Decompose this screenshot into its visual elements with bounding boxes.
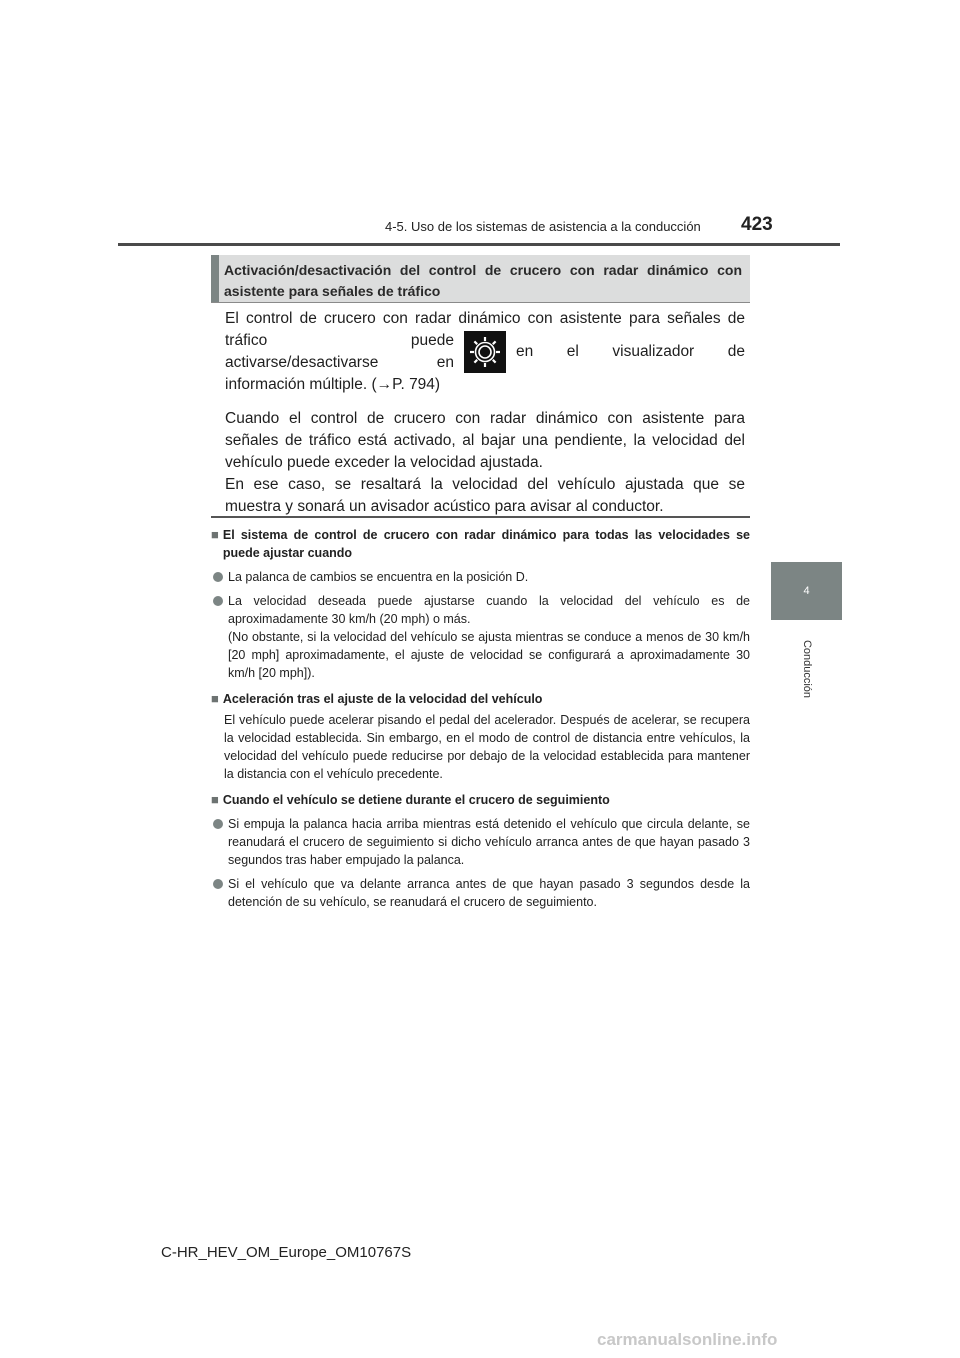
note-3-bullet-1-text: Si empuja la palanca hacia arriba mientras está detenido el vehículo que circula delante, se reanudará el crucero de seguimiento si dicho vehículo arranca antes de que hayan pasado 3 segundos tras haber empujado la palanca. — [228, 817, 750, 867]
header-section-path: 4-5. Uso de los sistemas de asistencia a la conducción — [385, 219, 701, 234]
page-number: 423 — [741, 214, 773, 235]
note-1-bullet-1-text: La palanca de cambios se encuentra en la posición D. — [228, 570, 529, 584]
round-bullet-icon — [213, 572, 223, 582]
footer-doc-id: C-HR_HEV_OM_Europe_OM10767S — [161, 1244, 412, 1261]
intro-line-2-after: en el visualizador de — [516, 343, 745, 360]
note-heading-2 — [211, 690, 750, 708]
watermark-text: carmanualsonline.info — [597, 1330, 778, 1349]
note-heading-1 — [211, 526, 750, 562]
round-bullet-icon — [213, 879, 223, 889]
gear-settings-icon — [464, 331, 506, 373]
intro-paragraph-3: En ese caso, se resaltará la velocidad del vehículo ajustada que se muestra y sonará un avisador acústico para avisar al conductor. — [225, 476, 745, 515]
section-title-box — [211, 255, 750, 303]
intro-paragraph-2: Cuando el control de crucero con radar dinámico con asistente para señales de tráfico está activado, al bajar una pendiente, la velocidad del vehículo puede exceder la velocidad ajustada. — [225, 410, 745, 471]
note-heading-2-text: Aceleración tras el ajuste de la velocidad del vehículo — [222, 692, 543, 706]
note-3-bullet-2 — [211, 875, 750, 911]
note-1-bullet-2 — [211, 592, 750, 682]
notes-section — [211, 526, 750, 911]
chapter-number: 4 — [803, 585, 810, 597]
note-2-text: El vehículo puede acelerar pisando el pedal del acelerador. Después de acelerar, se recupera la velocidad establecida. Sin embargo, en el modo de control de distancia entre vehículos, la velocidad del vehículo puede reducirse por debajo de la velocidad establecida para mantener la distancia con el vehículo precedente. — [224, 713, 750, 781]
square-bullet-icon: ■ — [211, 691, 219, 706]
section-title: Activación/desactivación del control de crucero con radar dinámico con asistente para señales de tráfico — [224, 262, 742, 299]
header-rule — [118, 243, 840, 246]
note-3-bullet-1 — [211, 815, 750, 869]
intro-line-3: información múltiple. (→P. 794) — [225, 376, 441, 393]
section-title-bar — [211, 255, 219, 302]
intro-line-2-before: tráfico puede activarse/desactivarse en — [225, 332, 454, 371]
intro-line-2 — [225, 330, 745, 374]
intro-text — [225, 308, 745, 518]
note-3-bullet-2-text: Si el vehículo que va delante arranca antes de que hayan pasado 3 segundos desde la detención de su vehículo, se reanudará el crucero de seguimiento. — [228, 877, 750, 909]
square-bullet-icon: ■ — [211, 792, 219, 807]
note-heading-1-text: El sistema de control de crucero con radar dinámico para todas las velocidades se puede ajustar cuando — [222, 528, 750, 560]
note-heading-3 — [211, 791, 750, 809]
chapter-label: Conducción — [801, 639, 813, 699]
notes-rule — [211, 516, 750, 518]
round-bullet-icon — [213, 596, 223, 606]
note-1-bullet-2-text: La velocidad deseada puede ajustarse cuando la velocidad del vehículo es de aproximadamente 30 km/h (20 mph) o más. (No obstante, si la velocidad del vehículo se ajusta mientras se conduce a menos de 30 km/h [20 mph] aproximadamente, el ajuste de velocidad se configurará a aproximadamente 30 km/h [20 mph]). — [228, 594, 750, 680]
note-heading-3-text: Cuando el vehículo se detiene durante el crucero de seguimiento — [222, 793, 610, 807]
square-bullet-icon: ■ — [211, 527, 219, 542]
intro-line-1: El control de crucero con radar dinámico con asistente para señales de — [225, 310, 745, 327]
round-bullet-icon — [213, 819, 223, 829]
note-1-bullet-1 — [211, 568, 750, 586]
